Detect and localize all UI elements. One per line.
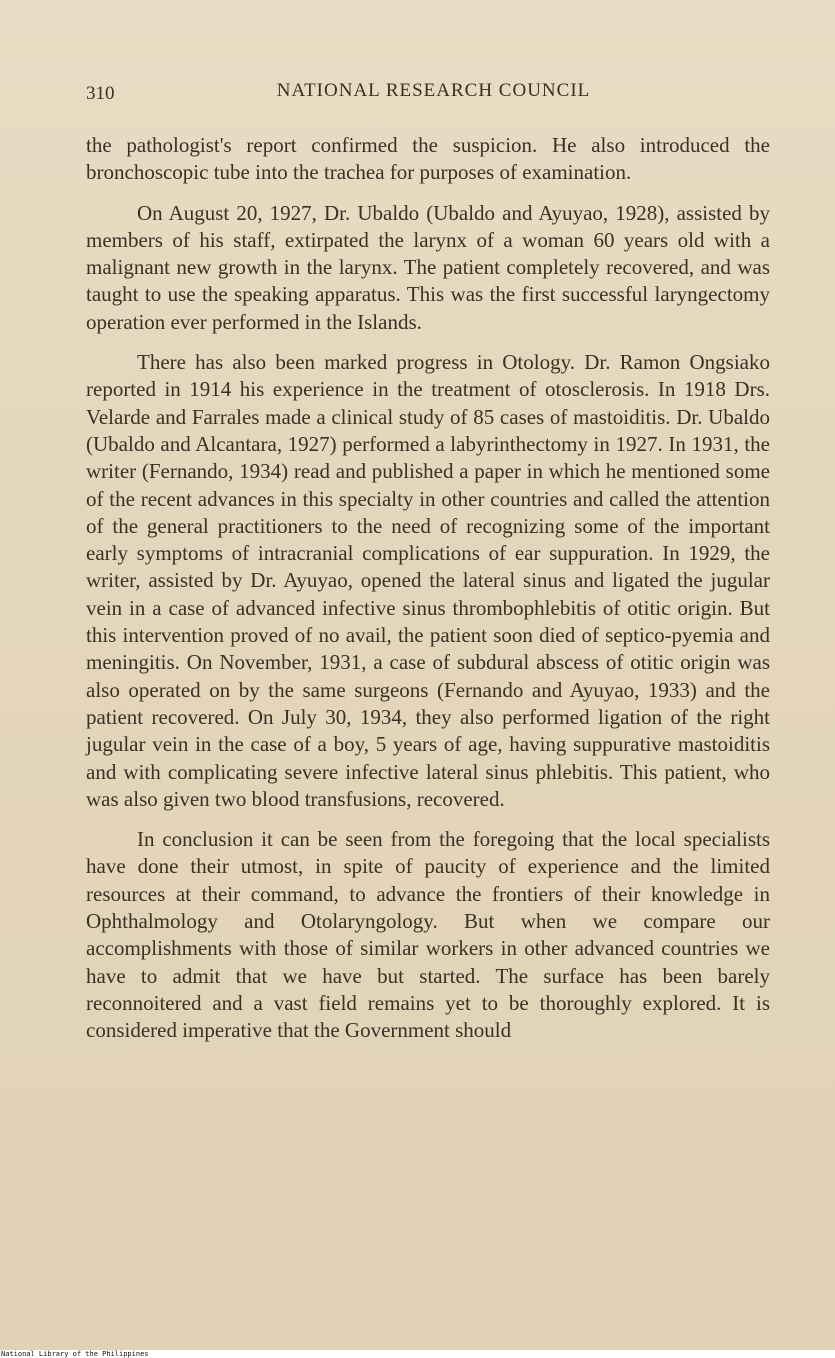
paragraph-otology: There has also been marked progress in Otology. Dr. Ramon Ongsiako reported in 1914 his experience in the treatment of otosclerosis. In 1918 Drs. Velarde and Farrales made a clinical study of 85 cases of mastoiditis. Dr. Ubaldo (Ubaldo and Alcantara, 1927) performed a labyrinthectomy in 1927. In 1931, the writer (Fernando, 1934) read and published a paper in which he mentioned some of the recent advances in this specialty in other countries and called the attention of the general practitioners to the need of recognizing some of the important early symptoms of intracranial complications of ear suppuration. In 1929, the writer, assisted by Dr. Ayuyao, opened the lateral sinus and ligated the jugular vein in a case of advanced infective sinus thrombophlebitis of otitic origin. But this intervention proved of no avail, the patient soon died of septico-pyemia and meningitis. On November, 1931, a case of subdural abscess of otitic origin was also operated on by the same surgeons (Fernando and Ayuyao, 1933) and the patient recovered. On July 30, 1934, they also performed ligation of the right jugular vein in the case of a boy, 5 years of age, having suppurative mastoiditis and with complicating severe infective lateral sinus phlebitis. This patient, who was also given two blood transfusions, recovered. bbox=[86, 350, 770, 811]
body-text bbox=[86, 132, 770, 1045]
paragraph-conclusion: In conclusion it can be seen from the foregoing that the local specialists have done their utmost, in spite of paucity of experience and the limited resources at their command, to advance the frontiers of their knowledge in Ophthalmology and Otolaryngology. But when we compare our accomplishments with those of similar workers in other advanced countries we have to admit that we have but started. The surface has been barely reconnoitered and a vast field remains yet to be thoroughly explored. It is considered imperative that the Government should bbox=[86, 827, 770, 1043]
paragraph-laryngectomy: On August 20, 1927, Dr. Ubaldo (Ubaldo and Ayuyao, 1928), assisted by members of his staff, extirpated the larynx of a woman 60 years old with a malignant new growth in the larynx. The patient completely recovered, and was taught to use the speaking apparatus. This was the first successful laryngectomy operation ever performed in the Islands. bbox=[86, 200, 770, 334]
page-header bbox=[86, 80, 765, 110]
paragraph-continuation: the pathologist's report confirmed the suspicion. He also introduced the bronchoscopic tube into the trachea for purposes of examination. bbox=[86, 133, 770, 185]
library-watermark: National Library of the Philippines bbox=[0, 1350, 835, 1358]
running-head: NATIONAL RESEARCH COUNCIL bbox=[276, 80, 591, 101]
page-number: 310 bbox=[86, 83, 115, 104]
